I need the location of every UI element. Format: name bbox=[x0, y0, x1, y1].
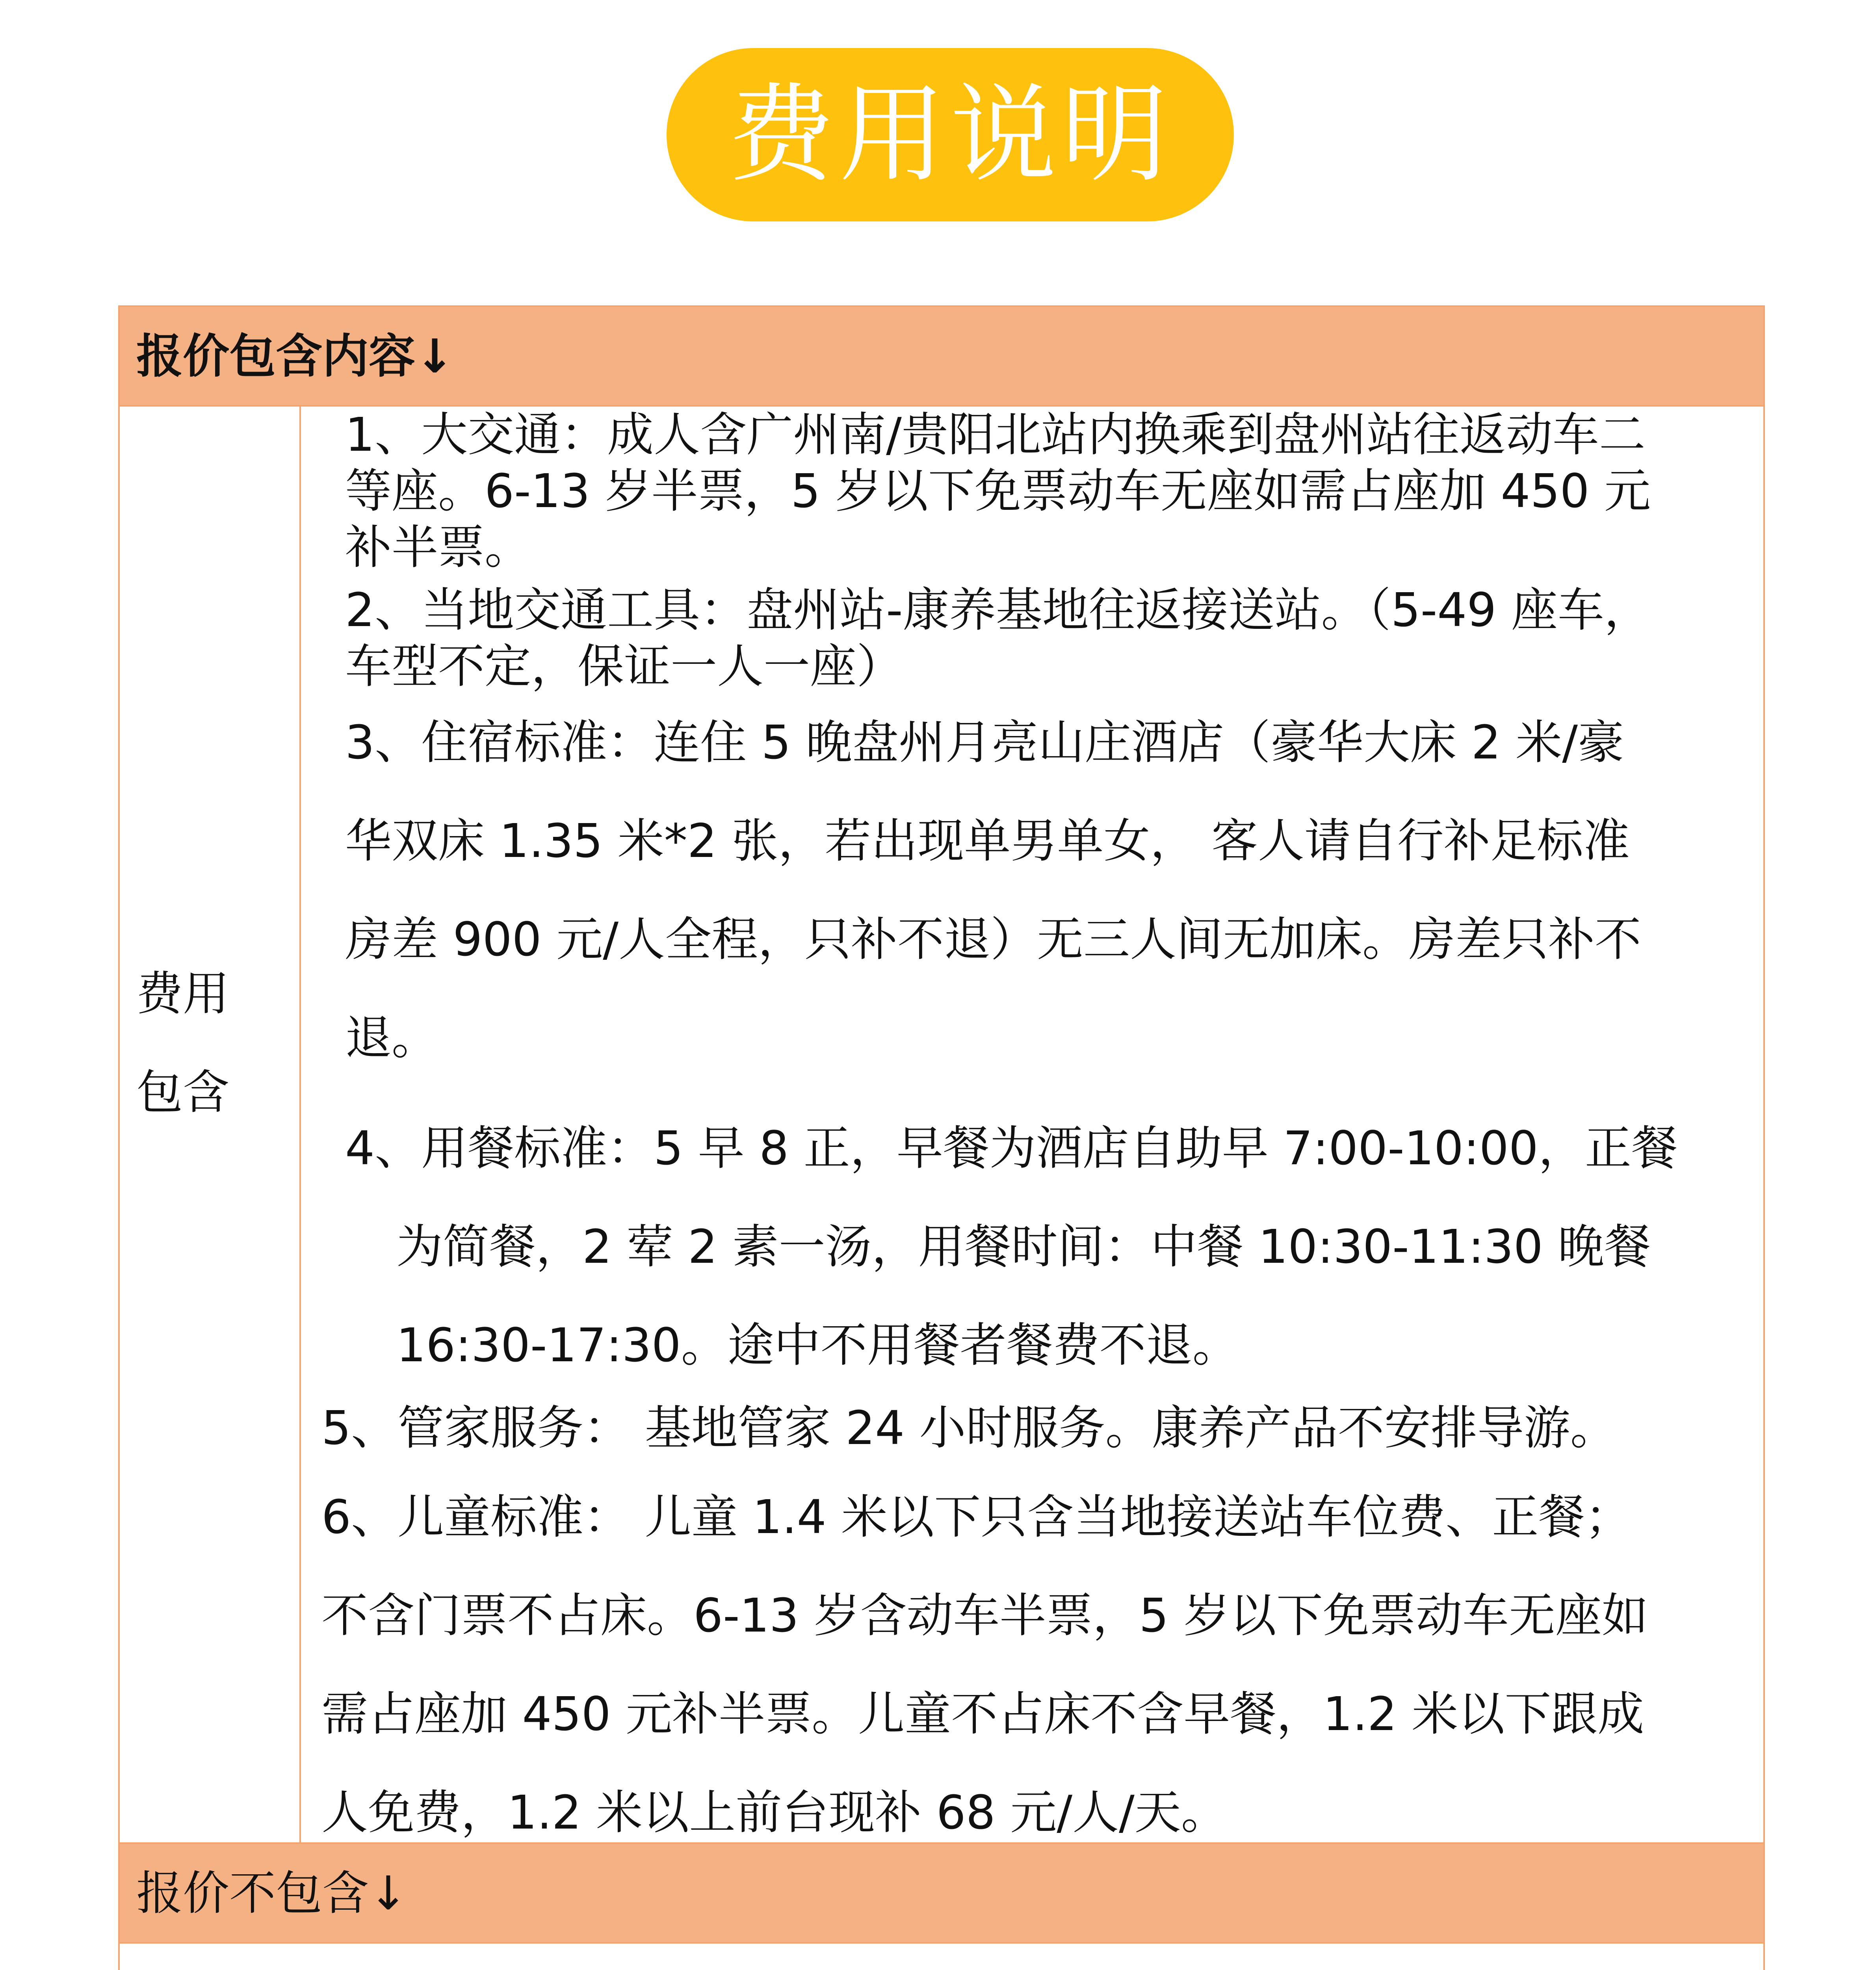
title-banner bbox=[667, 48, 1234, 221]
included-label-line: 费用 bbox=[136, 966, 230, 1021]
included-label-cell bbox=[120, 407, 301, 1842]
included-item-meals bbox=[345, 1099, 1678, 1394]
included-header: 报价包含内容↓ bbox=[120, 307, 1763, 407]
text-line: 为简餐，2 荤 2 素一汤，用餐时间：中餐 10:30-11:30 晚餐 bbox=[396, 1219, 1651, 1274]
included-label-line: 包含 bbox=[136, 1065, 230, 1119]
excluded-header: 报价不包含↓ bbox=[120, 1842, 1763, 1944]
text-line: 3、住宿标准：连住 5 晚盘州月亮山庄酒店（豪华大床 2 米/豪 bbox=[345, 715, 1625, 769]
text-line bbox=[156, 1967, 1627, 1970]
text-line: 人免费，1.2 米以上前台现补 68 元/人/天。 bbox=[321, 1785, 1228, 1840]
text-line: 2、当地交通工具：盘州站-康养基地往返接送站。（5-49 座车， bbox=[345, 583, 1651, 637]
fee-table bbox=[118, 305, 1765, 1970]
text-line: 6、儿童标准： 儿童 1.4 米以下只含当地接送站车位费、正餐； bbox=[321, 1490, 1632, 1544]
text-line: 退。 bbox=[345, 1011, 438, 1065]
included-content bbox=[301, 407, 1763, 1842]
page-title: 费用说明 bbox=[728, 72, 1172, 197]
included-item-butler bbox=[321, 1394, 1617, 1463]
text-line: 5、管家服务： 基地管家 24 小时服务。康养产品不安排导游。 bbox=[321, 1401, 1617, 1455]
text-line: 等座。6-13 岁半票，5 岁以下免票动车无座如需占座加 450 元 bbox=[345, 464, 1651, 518]
text-line: 华双床 1.35 米*2 张，若出现单男单女， 客人请自行补足标准 bbox=[345, 814, 1630, 868]
text-line: 需占座加 450 元补半票。儿童不占床不含早餐，1.2 米以下跟成 bbox=[321, 1687, 1644, 1741]
text-line: 房差 900 元/人全程，只补不退）无三人间无加床。房差只补不 bbox=[345, 912, 1641, 966]
text-line: 4、用餐标准：5 早 8 正，早餐为酒店自助早 7:00-10:00，正餐 bbox=[345, 1121, 1678, 1175]
included-item-accommodation bbox=[345, 693, 1641, 1087]
text-line: 车型不定，保证一人一座） bbox=[345, 639, 903, 693]
included-item-children bbox=[321, 1468, 1648, 1862]
text-line: 补半票。 bbox=[345, 520, 531, 574]
excluded-item-personal bbox=[156, 1967, 1627, 1970]
included-item-transport bbox=[345, 407, 1651, 576]
text-line: 16:30-17:30。途中不用餐者餐费不退。 bbox=[396, 1318, 1239, 1372]
included-label bbox=[136, 944, 286, 1141]
text-line: 1、大交通：成人含广州南/贵阳北站内换乘到盘州站往返动车二 bbox=[345, 407, 1646, 462]
included-item-local-transport bbox=[345, 582, 1651, 695]
text-line: 不含门票不占床。6-13 岁含动车半票，5 岁以下免票动车无座如 bbox=[321, 1588, 1648, 1643]
